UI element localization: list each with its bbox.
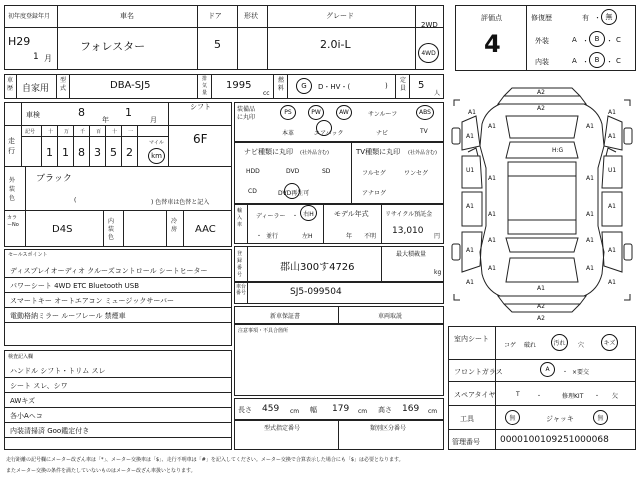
mileage-label: 走行: [8, 137, 15, 155]
navi-dvd-play: DVD再生可: [278, 190, 310, 197]
interior-grade-c: C: [616, 57, 621, 65]
capacity-unit: 人: [434, 90, 441, 97]
navi-cd: CD: [248, 188, 257, 195]
spare-tire-label: スペアタイヤ: [454, 391, 496, 399]
damage-mark: A1: [608, 279, 616, 286]
load-unit: kg: [434, 269, 442, 276]
spare-missing: 欠: [612, 393, 619, 400]
notes-box: [234, 324, 444, 396]
inspector-label: 検査記入欄: [8, 354, 34, 360]
length-label: 長さ: [238, 406, 252, 414]
spare-kit: 修理KIT: [562, 393, 584, 400]
damage-mark: A1: [466, 247, 474, 254]
tv-oneseg: ワンセグ: [404, 170, 429, 177]
sales-line: ディスプレイオーディオ クルーズコントロール シートヒーター: [10, 267, 208, 275]
damage-mark: A1: [466, 133, 474, 140]
mgmt-label: 管理番号: [452, 438, 480, 446]
seat-hole: 穴: [578, 342, 585, 349]
reg-date-label: 初年度登録年月: [8, 13, 51, 20]
color-label: 外装色: [9, 177, 16, 202]
damage-mark: A1: [466, 279, 474, 286]
inspection-label: 車検: [26, 111, 40, 119]
fuel-label: 燃料: [278, 77, 285, 92]
mileage-unit-mile: マイル: [149, 140, 164, 146]
capacity-value: 5: [418, 80, 425, 91]
equip-airbag: エアバック: [314, 130, 344, 137]
damage-mark: A1: [608, 203, 616, 210]
damage-mark: A1: [537, 285, 545, 292]
sales-line: スマートキー オートエアコン ミュージックサーバー: [10, 297, 175, 305]
color-note: ) 色替車は色替と記入: [151, 199, 210, 206]
width-label: 幅: [310, 406, 317, 414]
equip-tv: TV: [420, 128, 428, 135]
cooling-label: 冷房: [171, 218, 178, 233]
damage-mark: A2: [537, 303, 545, 310]
damage-mark: A1: [608, 109, 616, 116]
damage-mark: H:G: [552, 147, 564, 154]
exterior-grade-b-circled: B: [589, 31, 605, 47]
model-label: 型式: [60, 77, 67, 92]
damage-mark: A1: [488, 265, 496, 272]
class-no-label: 類別区分番号: [370, 425, 407, 432]
shift-label: シフト: [190, 103, 211, 111]
use-label: 車歴: [7, 77, 14, 92]
grade-value: 2.0i-L: [320, 38, 351, 51]
shift-value: 6F: [193, 132, 208, 146]
color-no-label: カラーNo: [7, 215, 19, 228]
color-no-value: D4S: [52, 224, 73, 235]
damage-mark: A1: [586, 265, 594, 272]
fuel-gasoline-circled: G: [296, 78, 312, 94]
model-year-label: モデル年式: [334, 210, 369, 218]
inspector-line: ハンドル シフト・トリム スレ: [10, 367, 106, 375]
cooling-value: AAC: [195, 224, 216, 235]
exterior-grade-a: A: [572, 36, 577, 44]
inspector-line: 内装清掃済 Goo鑑定付き: [10, 427, 90, 435]
damage-mark: U1: [466, 167, 475, 174]
navi-dvd: DVD: [286, 168, 300, 175]
tv-note: (社外品含む): [408, 150, 437, 156]
recycle-label: リサイクル預託金: [385, 211, 433, 218]
model-year-unknown: 不明: [364, 233, 377, 240]
width-value: 179: [332, 404, 350, 414]
inspection-month-unit: 月: [150, 116, 157, 124]
manual-label: 車両取説: [378, 313, 403, 320]
footer-note-2: またメーター交換の条件を満たしていないものはメーター改ざん車扱いとなります。: [6, 468, 196, 474]
tv-analog: アナログ: [362, 190, 387, 197]
navi-hdd: HDD: [246, 168, 260, 175]
door-label: ドア: [208, 12, 222, 20]
damage-mark: A1: [488, 211, 496, 218]
length-unit: cm: [290, 408, 300, 415]
mileage-digit: 2: [126, 146, 133, 159]
mgmt-value: 0000100109251000068: [500, 435, 609, 445]
door-count: 5: [214, 38, 221, 51]
damage-mark: A2: [537, 105, 545, 112]
sales-line: パワーシート 4WD ETC Bluetooth USB: [10, 282, 140, 290]
use-value: 自家用: [22, 84, 50, 94]
equip-leather: 本革: [282, 130, 295, 137]
inspection-year: 8: [78, 106, 85, 119]
repair-no-circled: 無: [601, 9, 617, 25]
equip-ps-circled: PS: [280, 105, 296, 120]
damage-mark: A2: [537, 315, 545, 322]
inspector-line: 各小Aヘコ: [10, 412, 43, 420]
damage-mark: A1: [586, 211, 594, 218]
displacement-unit: cc: [263, 90, 270, 97]
displacement-value: 1995: [226, 80, 252, 91]
equip-abs-circled: ABS: [416, 105, 434, 120]
damage-mark: A2: [537, 89, 545, 96]
import-label: 輸入車: [237, 208, 243, 228]
interior-grade-b-circled: B: [589, 52, 605, 68]
seat-scorch: コゲ: [504, 342, 517, 349]
mileage-digit: 5: [110, 146, 117, 159]
seat-tear: 破れ: [524, 342, 537, 349]
tools-label: 工具: [460, 415, 474, 423]
shape-label: 形状: [244, 12, 258, 20]
type-no-label: 型式指定番号: [264, 425, 301, 432]
height-label: 高さ: [378, 406, 392, 414]
fuel-options: D・HV・(: [318, 83, 351, 91]
color-paren: (: [74, 197, 77, 204]
footer-note-1: 走行距離の記号欄にメーター改ざん車は「*」、メーター交換車は「$」、走行不明車は「#」を記入してください。メーター交換で合算表示した場合にも「$」は必要となります。: [6, 457, 404, 463]
damage-mark: A1: [608, 247, 616, 254]
reg-no-label: 登録番号: [237, 251, 243, 278]
damage-mark: A1: [586, 237, 594, 244]
spare-t: T: [516, 391, 520, 398]
mileage-digit: 3: [94, 146, 101, 159]
recycle-value: 13,010: [392, 226, 424, 236]
repair-yes: 有: [582, 14, 589, 22]
model-year-unit: 年: [346, 233, 353, 240]
fuel-close: ): [385, 82, 388, 90]
front-glass-label: フロントガラス: [454, 368, 503, 376]
reg-no-value: 郡山300す4726: [280, 262, 355, 273]
tv-fullseg: フルセグ: [362, 170, 386, 177]
height-value: 169: [402, 404, 420, 414]
notes-label: 注意事項・不具合箇所: [238, 328, 289, 334]
damage-mark: A1: [488, 123, 496, 130]
inspection-year-unit: 年: [102, 116, 109, 124]
vin-label: 車台番号: [236, 284, 247, 296]
displacement-label: 排気量: [202, 76, 208, 96]
front-glass-a-circled: A: [540, 362, 555, 377]
seat-scratch-circled: キズ: [601, 334, 618, 351]
mileage-digit: 1: [46, 146, 53, 159]
interior-grade-a: A: [572, 57, 577, 65]
exterior-grade-c: C: [616, 36, 621, 44]
front-glass-replace: ×要交: [572, 369, 590, 376]
reg-year: H29: [8, 35, 31, 48]
tools-none-circled: 無: [505, 410, 520, 425]
damage-mark: A1: [488, 237, 496, 244]
import-dealer: ディーラー: [256, 213, 286, 220]
navi-note: (社外品含む): [300, 150, 329, 156]
model-value: DBA-SJ5: [110, 80, 151, 91]
interior-grade-label: 内装: [535, 58, 549, 66]
navi-sd: SD: [322, 168, 331, 175]
damage-mark: A1: [586, 175, 594, 182]
score-value: 4: [484, 30, 501, 58]
equip-aw-circled: AW: [336, 105, 352, 120]
vin-value: SJ5-099504: [290, 287, 342, 297]
mileage-head-mark: 記号: [25, 129, 36, 135]
inspection-month: 1: [125, 106, 132, 119]
damage-mark: A1: [488, 175, 496, 182]
drive-4wd-circled: 4WD: [418, 43, 439, 63]
car-name-label: 車名: [120, 12, 134, 20]
interior-color-label: 内装色: [108, 218, 115, 241]
equip-navi: ナビ: [376, 130, 389, 137]
sales-line: 電動格納ミラー ルーフレール 禁煙車: [10, 312, 126, 320]
load-label: 最大積載量: [396, 251, 427, 258]
import-left-hand: 左H: [302, 233, 313, 240]
import-right-hand-circled: 右H: [300, 205, 317, 221]
reg-month: 1: [33, 52, 39, 62]
jack-label: ジャッキ: [546, 415, 574, 423]
height-unit: cm: [428, 408, 438, 415]
seat-stain-circled: 汚れ: [551, 334, 568, 351]
equip-pw-circled: PW: [308, 105, 324, 120]
damage-mark: A1: [468, 109, 476, 116]
color-value: ブラック: [36, 174, 72, 184]
sales-point-label: セールスポイント: [8, 252, 48, 258]
capacity-label: 定員: [400, 77, 407, 92]
mileage-digit: 8: [78, 146, 85, 159]
length-value: 459: [262, 404, 280, 414]
warranty-label: 新車保証書: [270, 313, 301, 320]
score-label: 評価点: [481, 14, 502, 22]
car-name: フォレスター: [80, 40, 146, 53]
damage-mark: A1: [466, 203, 474, 210]
damage-mark: A1: [586, 123, 594, 130]
grade-label: グレード: [326, 12, 354, 20]
equipment-label: 装備品に丸印: [237, 106, 256, 121]
exterior-grade-label: 外装: [535, 37, 549, 45]
inspector-line: シート スレ、シワ: [10, 382, 68, 390]
car-damage-diagram: [448, 76, 636, 326]
tv-label: TV種類に丸印: [356, 148, 401, 156]
inspector-line: AWキズ: [10, 397, 36, 405]
drive-2wd: 2WD: [421, 21, 438, 29]
mileage-digit: 1: [62, 146, 69, 159]
recycle-unit: 円: [434, 233, 441, 240]
equip-sunroof: サンルーフ: [368, 111, 398, 118]
import-parallel: 並行: [266, 233, 279, 240]
reg-month-unit: 月: [44, 54, 52, 63]
seat-label: 室内シート: [454, 335, 489, 343]
jack-none-circled: 無: [593, 410, 608, 425]
navi-label: ナビ種類に丸印: [244, 148, 293, 156]
damage-mark: U1: [608, 167, 617, 174]
repair-label: 修復歴: [531, 14, 552, 22]
damage-mark: A1: [608, 133, 616, 140]
mileage-unit-km-circled: km: [148, 148, 165, 164]
width-unit: cm: [358, 408, 368, 415]
